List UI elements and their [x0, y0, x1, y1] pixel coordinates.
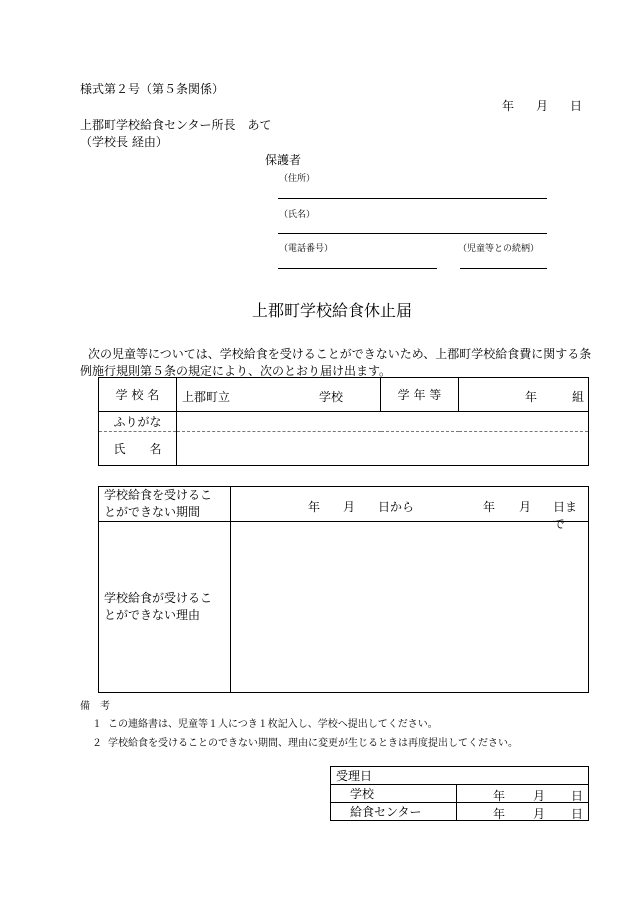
- from-year: 年: [308, 500, 321, 514]
- addressee: 上郡町学校給食センター所長 あて: [80, 118, 272, 132]
- school-name-label: 学 校 名: [99, 378, 177, 412]
- receipt-center-day: 日: [571, 807, 584, 821]
- guardian-title: 保護者: [265, 153, 302, 167]
- from-day: 日から: [378, 500, 415, 514]
- period-table: [98, 486, 589, 693]
- to-day: 日まで: [553, 500, 578, 531]
- furigana-label: ふりがな: [99, 412, 177, 432]
- student-name-label: 氏 名: [99, 432, 177, 466]
- receipt-school-year: 年: [493, 789, 506, 803]
- document-title: 上郡町学校給食休止届: [252, 301, 413, 320]
- note-2-number: ２: [92, 738, 102, 749]
- date-year-label: 年: [502, 99, 515, 113]
- receipt-school-label: 学校: [331, 785, 457, 803]
- phone-label: （電話番号）: [279, 244, 334, 254]
- form-number: 様式第２号（第５条関係）: [80, 82, 225, 96]
- year-unit: 年: [525, 390, 538, 404]
- school-name-cell[interactable]: [177, 378, 381, 412]
- address-label: （住所）: [279, 174, 316, 184]
- period-cell[interactable]: [231, 487, 589, 531]
- school-suffix: 学校: [319, 390, 344, 404]
- date-day-label: 日: [570, 99, 583, 113]
- to-month: 月: [519, 500, 532, 514]
- relation-label: （児童等との続柄）: [458, 244, 540, 254]
- grade-label: 学 年 等: [381, 378, 459, 412]
- name-label: （氏名）: [279, 210, 316, 220]
- class-unit: 組: [572, 390, 585, 404]
- receipt-center-label: 給食センター: [331, 803, 457, 821]
- address-line[interactable]: [278, 198, 547, 199]
- intro-line-1: 次の児童等については、学校給食を受けることができないため、上郡町学校給食費に関する条: [88, 347, 592, 361]
- receipt-school-month: 月: [533, 789, 546, 803]
- receipt-center-date[interactable]: [457, 803, 589, 821]
- intro-line-2: 例施行規則第５条の規定により、次のとおり届け出ます。: [80, 364, 392, 378]
- note-1-number: １: [92, 719, 102, 730]
- phone-line[interactable]: [278, 268, 437, 269]
- notes-heading: 備 考: [80, 701, 110, 712]
- note-1-text: この連絡書は、児童等１人につき１枚記入し、学校へ提出してください。: [108, 719, 438, 730]
- reason-label: [99, 522, 231, 693]
- name-line[interactable]: [278, 233, 547, 234]
- receipt-title: 受理日: [331, 767, 589, 785]
- reason-label-line-2: とができない理由: [104, 608, 201, 622]
- period-label-line-2: とができない期間: [104, 505, 201, 519]
- furigana-cell[interactable]: [177, 412, 589, 432]
- town-prefix: 上郡町立: [182, 390, 231, 404]
- student-table: [98, 377, 589, 466]
- date-month-label: 月: [536, 99, 549, 113]
- grade-cell[interactable]: [459, 378, 589, 412]
- via-principal: （学校長 経由）: [80, 135, 168, 149]
- receipt-school-day: 日: [571, 789, 584, 803]
- student-name-cell[interactable]: [177, 432, 589, 466]
- period-label-line-1: 学校給食を受けるこ: [104, 488, 213, 502]
- from-month: 月: [343, 500, 356, 514]
- period-label: [99, 487, 231, 522]
- relation-line[interactable]: [460, 268, 547, 269]
- reason-cell[interactable]: [231, 522, 589, 693]
- note-2-text: 学校給食を受けることのできない期間、理由に変更が生じるときは再度提出してください。: [108, 738, 518, 749]
- reason-label-line-1: 学校給食が受けるこ: [104, 591, 213, 605]
- receipt-table: [330, 766, 589, 821]
- to-year: 年: [483, 500, 496, 514]
- receipt-school-date[interactable]: [457, 785, 589, 803]
- receipt-center-year: 年: [493, 807, 506, 821]
- receipt-center-month: 月: [533, 807, 546, 821]
